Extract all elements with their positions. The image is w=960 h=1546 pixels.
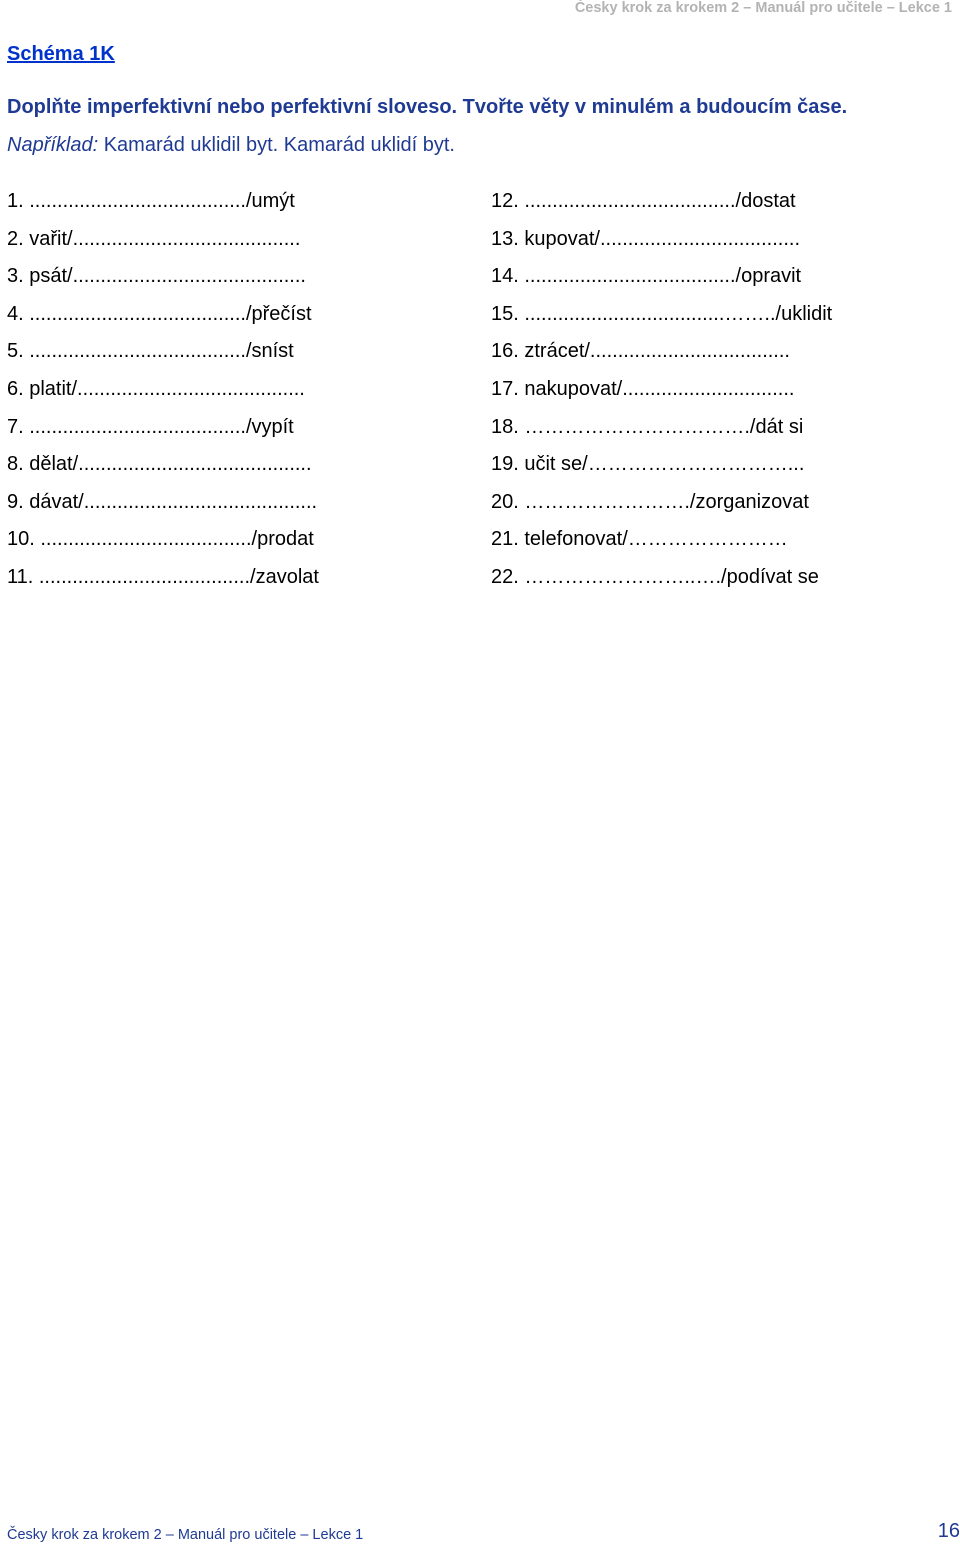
exercise-item: 16. ztrácet/.................................... bbox=[491, 340, 790, 363]
exercise-item: 18. ……………………………./dát si bbox=[491, 415, 804, 438]
exercise-item: 14. ....................................../opravit bbox=[491, 265, 802, 288]
exercise-item: 12. ....................................../dostat bbox=[491, 190, 796, 212]
exercise-item: 7. ......................................./vypít bbox=[7, 415, 294, 438]
schema-title: Schéma 1K bbox=[7, 43, 115, 65]
exercise-item: 1. ......................................./umýt bbox=[7, 190, 295, 212]
example-sentence bbox=[7, 134, 455, 157]
exercise-item: 17. nakupovat/............................... bbox=[491, 377, 795, 400]
exercise-item: 9. dávat/.......................................... bbox=[7, 490, 318, 513]
running-header: Česky krok za krokem 2 – Manuál pro učitele – Lekce 1 bbox=[574, 0, 952, 16]
running-footer: Česky krok za krokem 2 – Manuál pro učitele – Lekce 1 bbox=[7, 1527, 364, 1543]
example-label: Například: bbox=[7, 134, 99, 156]
exercise-item: 19. učit se/…………………………... bbox=[491, 453, 805, 476]
exercise-item: 4. ......................................./přečíst bbox=[7, 302, 312, 325]
exercise-item: 21. telefonovat/…………………… bbox=[491, 528, 788, 551]
exercise-item: 22. ……………………..…./podívat se bbox=[491, 565, 819, 588]
exercise-item: 13. kupovat/.................................... bbox=[491, 227, 801, 250]
exercise-item: 5. ......................................./sníst bbox=[7, 340, 294, 363]
exercise-instruction: Doplňte imperfektivní nebo perfektivní sloveso. Tvořte věty v minulém a budoucím čase. bbox=[7, 96, 848, 118]
exercise-item: 2. vařit/......................................... bbox=[7, 227, 301, 250]
exercise-item: 11. ....................................../zavolat bbox=[7, 565, 319, 588]
exercise-item: 8. dělat/.......................................... bbox=[7, 453, 312, 476]
exercise-column-left bbox=[7, 189, 319, 603]
exercise-item: 15. ....................................……../uklidit bbox=[491, 302, 833, 325]
example-text: Kamarád uklidil byt. Kamarád uklidí byt. bbox=[98, 134, 455, 156]
exercise-column-right bbox=[491, 189, 832, 603]
exercise-item: 10. ....................................../prodat bbox=[7, 528, 314, 551]
exercise-item: 20. ……………………./zorganizovat bbox=[491, 490, 809, 513]
exercise-item: 3. psát/.......................................... bbox=[7, 265, 306, 288]
exercise-item: 6. platit/......................................... bbox=[7, 377, 305, 400]
page-number: 16 bbox=[937, 1520, 960, 1542]
